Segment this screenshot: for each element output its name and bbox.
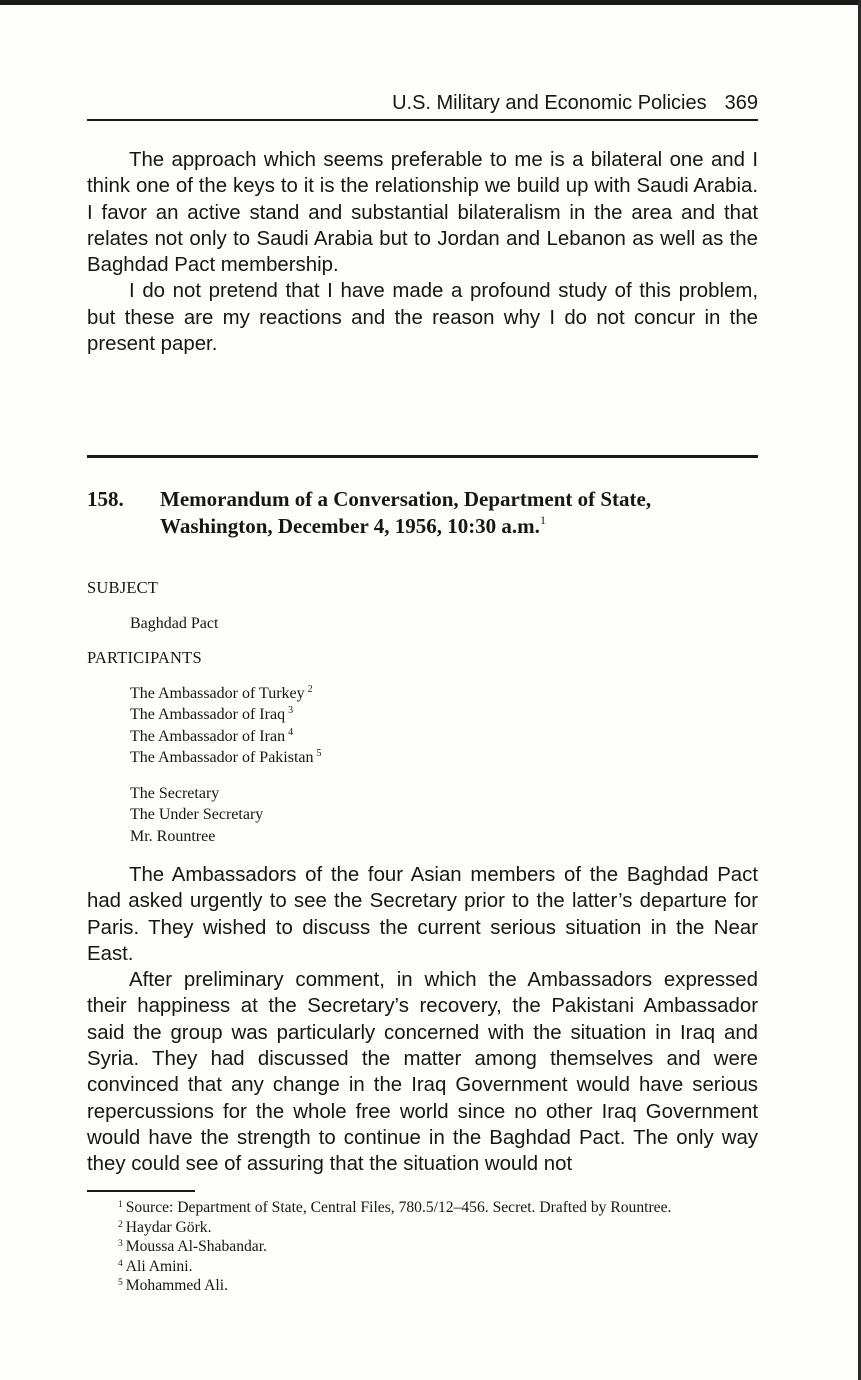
footnote-ref: 5	[316, 747, 322, 759]
subject-value	[130, 613, 218, 634]
footnotes	[87, 1198, 758, 1296]
participants-list-us	[130, 783, 263, 847]
participant: The Ambassador of Turkey $^2$	[130, 684, 313, 702]
running-head-title: U.S. Military and Economic Policies	[392, 92, 707, 114]
participant: The Under Secretary	[130, 806, 264, 824]
scan-top-edge	[0, 0, 861, 5]
footnote-ref: 3	[288, 705, 294, 717]
participant: The Ambassador of Pakistan $^5$	[130, 747, 322, 766]
intro-paragraph: The approach which seems preferable to me is a bilateral one and I think one of the keys to it is the relationship we build up with Saudi Arabia. I favor an active stand and substantial bilateralism in the area and that relates not only to Saudi Arabia but to Jordan and Lebanon as well as the Baghdad Pact membership.	[87, 149, 758, 277]
footnote-divider	[87, 1190, 195, 1192]
footnote: $^2$ Haydar Görk.	[118, 1218, 212, 1236]
page-number: 369	[724, 92, 758, 114]
footnote-ref: 4	[288, 726, 294, 738]
document-title: Memorandum of a Conversation, Department of State, Washington, December 4, 1956, 10:30 a.m.	[160, 487, 652, 538]
intro-text	[87, 147, 758, 357]
memo-paragraph: After preliminary comment, in which the Ambassadors expressed their happiness at the Secretary’s recovery, the Pakistani Ambassador said the group was particularly concerned with the situation in Iraq and Syria. They had discussed the matter among themselves and were convinced that any change in the Iraq Government would have serious repercussions for the whole free world since no other Iraq Government would have the strength to continue in the Baghdad Pact. The only way they could see of assuring that the situation would not	[87, 969, 758, 1176]
subject-label: SUBJECT	[87, 578, 159, 597]
participant: The Ambassador of Iraq $^3$	[130, 705, 294, 724]
document-heading	[87, 486, 758, 540]
memo-paragraph: The Ambassadors of the four Asian members of the Baghdad Pact had asked urgently to see the Secretary prior to the latter’s departure for Paris. They wished to discuss the current serious situation in the Near East.	[87, 864, 758, 965]
footnote: $^1$ Source: Department of State, Central Files, 780.5/12–456. Secret. Drafted by Rountree.	[118, 1199, 672, 1216]
footnote: $^5$ Mohammed Ali.	[118, 1277, 228, 1294]
participant: The Ambassador of Iran $^4$	[130, 726, 294, 745]
running-head	[87, 92, 758, 121]
participants-label: PARTICIPANTS	[87, 648, 202, 667]
footnote-ref: 2	[307, 684, 313, 695]
participants-list-ambassadors	[130, 683, 322, 768]
participant: The Secretary	[130, 785, 220, 802]
participant: Mr. Rountree	[130, 827, 216, 845]
footnote: $^3$ Moussa Al-Shabandar.	[118, 1238, 267, 1255]
footnote-ref: 1	[539, 513, 546, 527]
subject-text: Baghdad Pact	[130, 615, 219, 632]
memo-text	[87, 862, 758, 1178]
footnote: $^4$ Ali Amini.	[118, 1257, 193, 1275]
intro-paragraph: I do not pretend that I have made a profound study of this problem, but these are my reactions and the reason why I do not concur in the present paper.	[87, 280, 758, 356]
document-number: 158.	[87, 487, 124, 511]
section-divider	[87, 455, 758, 458]
